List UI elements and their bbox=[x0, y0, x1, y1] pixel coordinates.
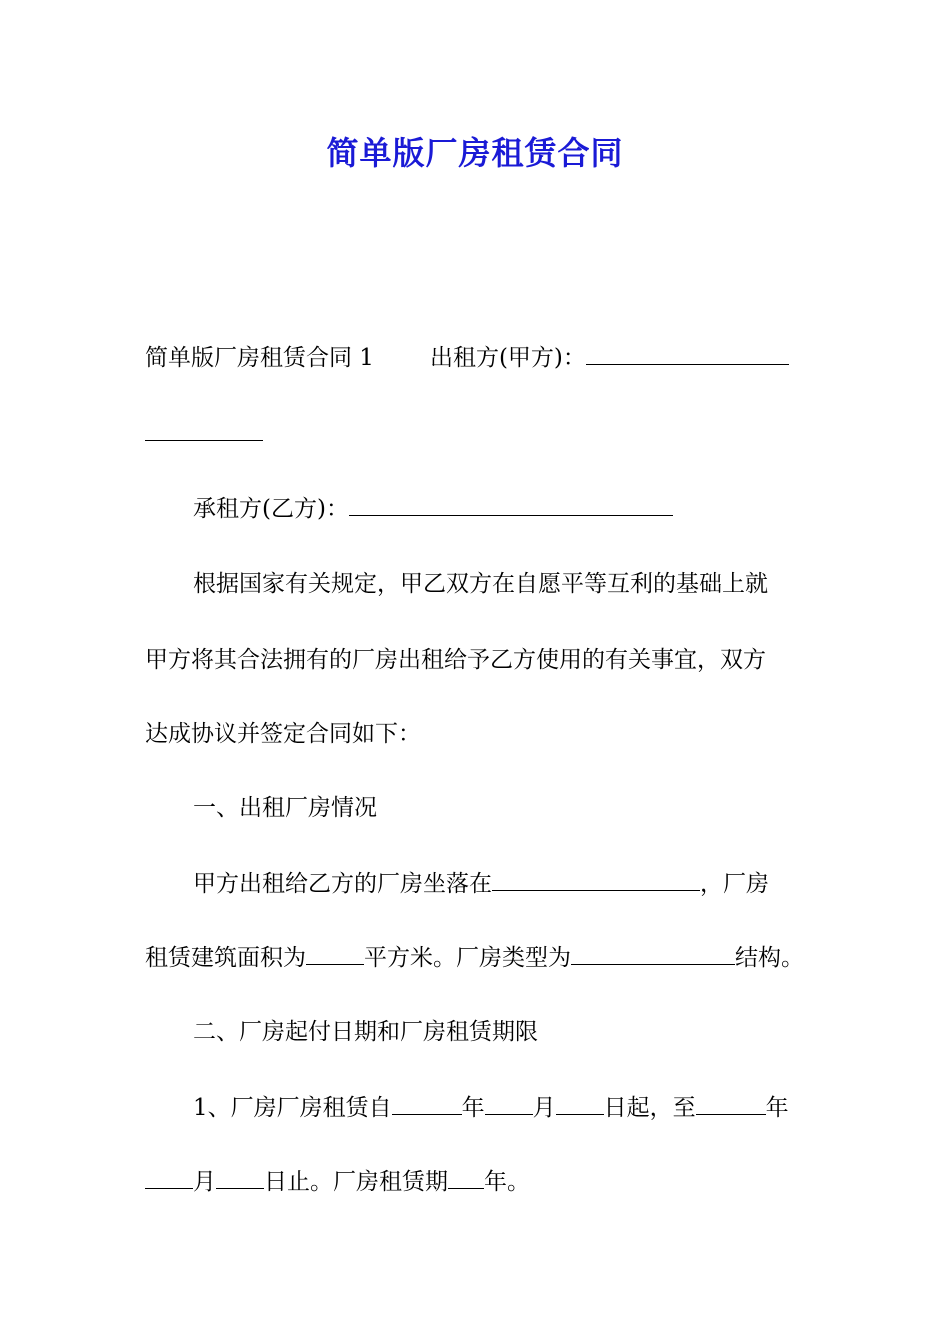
paragraph-line-4 bbox=[193, 569, 768, 599]
body-text: 月 bbox=[532, 1095, 556, 1121]
end-year-blank[interactable] bbox=[696, 1096, 766, 1115]
body-text: 甲方将其合法拥有的厂房出租给予乙方使用的有关事宜，双方 bbox=[145, 647, 766, 673]
area-blank[interactable] bbox=[306, 946, 364, 965]
section-heading-2 bbox=[193, 1017, 538, 1047]
lessor-blank-continued[interactable] bbox=[145, 422, 263, 441]
paragraph-line-5 bbox=[145, 645, 766, 675]
paragraph-line-12 bbox=[145, 1167, 530, 1197]
section-heading-text: 二、厂房起付日期和厂房租赁期限 bbox=[193, 1019, 538, 1045]
paragraph-line-3 bbox=[193, 494, 673, 524]
body-text: 日起，至 bbox=[603, 1095, 696, 1121]
start-day-blank[interactable] bbox=[556, 1096, 604, 1115]
body-text: 甲方出租给乙方的厂房坐落在 bbox=[193, 871, 492, 897]
lessor-label: 出租方(甲方)： bbox=[429, 345, 586, 371]
paragraph-line-2 bbox=[145, 419, 263, 449]
body-text: 根据国家有关规定，甲乙双方在自愿平等互利的基础上就 bbox=[193, 571, 768, 597]
lessee-blank[interactable] bbox=[349, 497, 673, 516]
body-text: 年。 bbox=[484, 1169, 530, 1195]
paragraph-line-6 bbox=[145, 719, 421, 749]
structure-blank[interactable] bbox=[571, 946, 735, 965]
body-text: 结构。 bbox=[735, 945, 804, 971]
location-blank[interactable] bbox=[492, 872, 700, 891]
paragraph-line-8 bbox=[193, 869, 769, 899]
lessee-label: 承租方(乙方)： bbox=[193, 496, 349, 522]
body-text: ，厂房 bbox=[700, 871, 769, 897]
body-text: 租赁建筑面积为 bbox=[145, 945, 306, 971]
paragraph-line-9 bbox=[145, 943, 804, 973]
body-text: 年 bbox=[461, 1095, 485, 1121]
start-year-blank[interactable] bbox=[392, 1096, 462, 1115]
end-month-blank[interactable] bbox=[145, 1170, 193, 1189]
paragraph-line-1 bbox=[145, 343, 789, 373]
body-text: 年 bbox=[765, 1095, 789, 1121]
body-text: 平方米。厂房类型为 bbox=[364, 945, 571, 971]
body-text: 达成协议并签定合同如下： bbox=[145, 721, 421, 747]
end-day-blank[interactable] bbox=[216, 1170, 264, 1189]
body-text: 日止。厂房租赁期 bbox=[264, 1169, 448, 1195]
term-years-blank[interactable] bbox=[448, 1170, 484, 1189]
body-text: 月 bbox=[193, 1169, 216, 1195]
lessor-blank[interactable] bbox=[586, 346, 789, 365]
paragraph-line-11 bbox=[193, 1093, 789, 1123]
document-title: 简单版厂房租赁合同 bbox=[326, 134, 624, 172]
section-heading-text: 一、出租厂房情况 bbox=[193, 795, 377, 821]
section-heading-1 bbox=[193, 793, 377, 823]
body-text: 1、厂房厂房租赁自 bbox=[193, 1095, 392, 1121]
start-month-blank[interactable] bbox=[485, 1096, 533, 1115]
contract-heading-text: 简单版厂房租赁合同 1 bbox=[145, 345, 374, 371]
